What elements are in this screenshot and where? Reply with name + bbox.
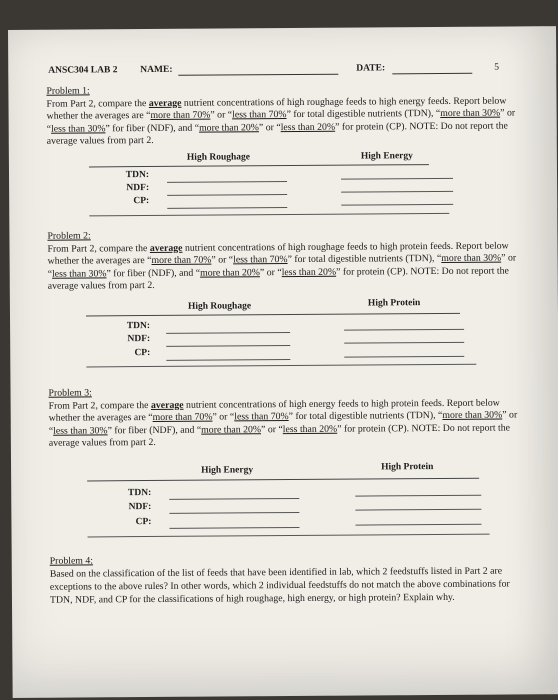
p2-col-high-roughage: High Roughage xyxy=(187,301,252,312)
p3-row-ndf: NDF: xyxy=(128,502,152,513)
problem-2-body: From Part 2, compare the average nutrient concentrations of high roughage feeds to high protein feeds. Report below whether the averages are “more than 70%” or “less than 70%” for total digestible nutrients (TDN), “more than 30%” or “less than 30%” for fiber (NDF), and “more than 20%” or “less than 20%” for protein (CP). NOTE: Do not report the average values from part 2. xyxy=(47,240,517,293)
problem-3-title: Problem 3: xyxy=(48,387,92,399)
p1-ndf-roughage-blank[interactable] xyxy=(167,194,287,196)
name-label: NAME: xyxy=(140,64,173,76)
p3-col-high-protein: High Protein xyxy=(381,462,434,473)
problem-4-title: Problem 4: xyxy=(49,555,94,567)
p1-tdn-energy-blank[interactable] xyxy=(341,178,453,180)
p2-cp-protein-blank[interactable] xyxy=(344,356,464,358)
problem-2-table xyxy=(10,299,558,393)
p1-header-rule xyxy=(89,164,429,167)
date-field[interactable] xyxy=(392,73,472,75)
problem-1-title: Problem 1: xyxy=(46,85,90,97)
problem-1-body: From Part 2, compare the average nutrient concentrations of high roughage feeds to high energy feeds. Report below whether the averages are “more than 70%” or “less than 70%” for total digestible nutrients (TDN), “more than 30%” or “less than 30%” for fiber (NDF), and “more than 20%” or “less than 20%” for protein (CP). NOTE: Do not report the average values from part 2. xyxy=(46,95,516,148)
p1-ndf-energy-blank[interactable] xyxy=(341,191,453,193)
p2-ndf-protein-blank[interactable] xyxy=(344,342,464,344)
p3-tdn-energy-blank[interactable] xyxy=(169,498,299,500)
p2-tdn-protein-blank[interactable] xyxy=(344,329,464,331)
p2-row-tdn: TDN: xyxy=(126,321,151,332)
problem-2-title: Problem 2: xyxy=(47,230,91,242)
p2-row-ndf: NDF: xyxy=(127,334,151,345)
p1-row-cp: CP: xyxy=(133,196,150,207)
problem-3-text xyxy=(48,384,518,450)
course-code: ANSC304 LAB 2 xyxy=(48,65,118,76)
p1-tdn-roughage-blank[interactable] xyxy=(167,181,287,183)
p1-col-high-energy: High Energy xyxy=(360,151,413,162)
problem-2-text xyxy=(47,227,517,293)
p1-cp-roughage-blank[interactable] xyxy=(167,207,287,209)
page-number: 5 xyxy=(494,62,500,73)
p1-row-tdn: TDN: xyxy=(125,170,150,181)
p3-cp-energy-blank[interactable] xyxy=(169,527,299,529)
p2-header-rule xyxy=(86,313,460,317)
p3-header-rule xyxy=(87,478,479,482)
p2-ndf-roughage-blank[interactable] xyxy=(166,345,290,347)
p3-col-high-energy: High Energy xyxy=(201,465,254,476)
p3-cp-protein-blank[interactable] xyxy=(355,524,481,526)
p3-ndf-protein-blank[interactable] xyxy=(355,509,481,511)
date-label: DATE: xyxy=(356,63,386,74)
page-header xyxy=(48,62,508,76)
p3-row-cp: CP: xyxy=(135,517,152,528)
worksheet-page xyxy=(8,26,558,698)
p2-col-high-protein: High Protein xyxy=(367,298,421,309)
p2-cp-roughage-blank[interactable] xyxy=(166,359,290,361)
p1-col-high-roughage: High Roughage xyxy=(186,152,251,163)
p2-row-cp: CP: xyxy=(134,348,151,359)
p1-row-ndf: NDF: xyxy=(126,183,150,194)
p2-tdn-roughage-blank[interactable] xyxy=(166,332,290,334)
problem-4-body: Based on the classification of the list of feeds that have been identified in lab, which 2 feedstuffs listed in Part 2 are exceptions to the above rules? In other words, which 2 individual feedstuffs do not match the above combinations for TDN, NDF, and CP for the classifications of high roughage, high energy, or high protein? Explain why. xyxy=(49,565,510,606)
p3-row-tdn: TDN: xyxy=(127,488,152,499)
p2-bottom-rule xyxy=(86,364,476,368)
p1-bottom-rule xyxy=(89,213,449,217)
p1-cp-energy-blank[interactable] xyxy=(341,204,453,206)
p3-ndf-energy-blank[interactable] xyxy=(169,512,299,514)
p3-bottom-rule xyxy=(88,534,490,538)
problem-1-text xyxy=(46,82,516,148)
problem-4-text xyxy=(50,551,530,606)
p3-tdn-protein-blank[interactable] xyxy=(355,495,481,497)
problem-3-body: From Part 2, compare the average nutrient concentrations of high energy feeds to high protein feeds. Report below whether the averages are “more than 70%” or “less than 70%” for total digestible nutrients (TDN), “more than 30%” or “less than 30%” for fiber (NDF), and “more than 20%” or “less than 20%” for protein (CP). NOTE: Do not report the average values from part 2. xyxy=(48,397,518,450)
name-field[interactable] xyxy=(178,74,338,76)
